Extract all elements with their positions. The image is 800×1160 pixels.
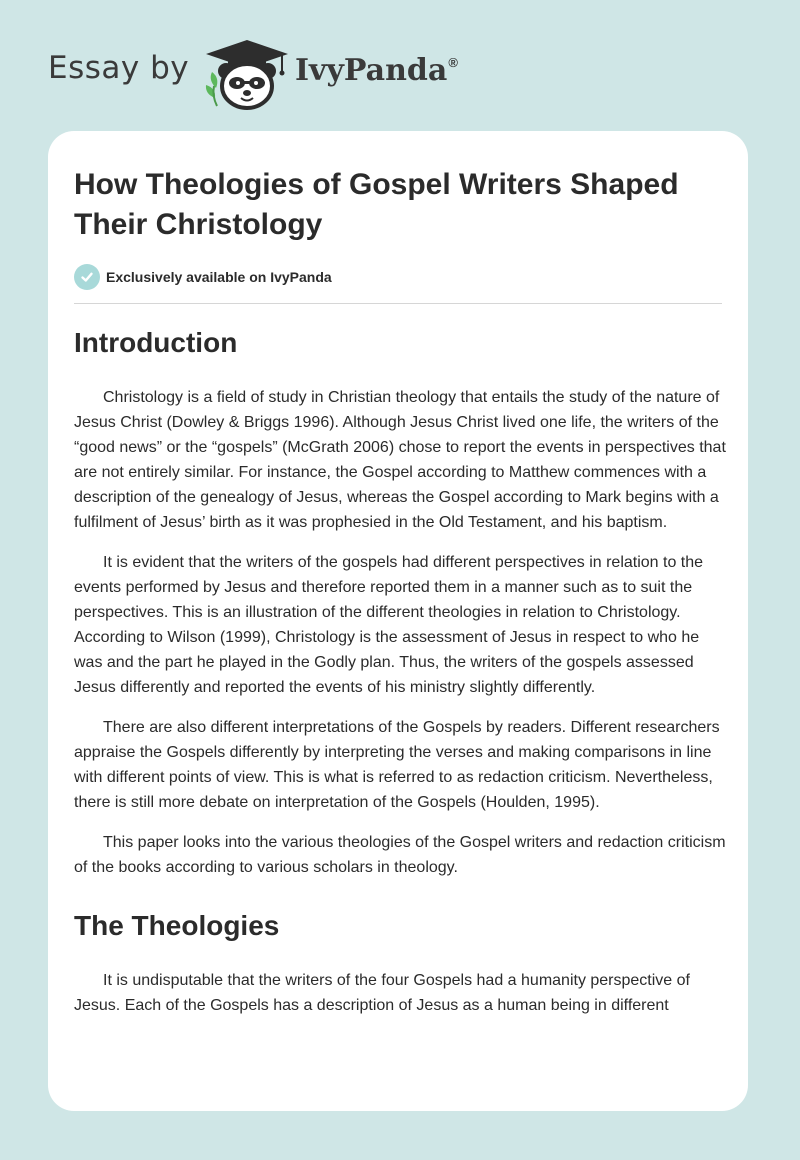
- ivypanda-brand-name: [295, 53, 458, 88]
- site-header: [0, 0, 800, 120]
- essay-card: [48, 131, 748, 1111]
- brand-text: IvyPanda: [295, 53, 448, 88]
- paragraph: It is undisputable that the writers of the four Gospels had a humanity perspective of Jesus. Each of the Gospels has a description of Jesus as a human being in different: [74, 972, 690, 1014]
- paragraph: This paper looks into the various theologies of the Gospel writers and redaction criticism of the books according to various scholars in theology.: [74, 834, 726, 876]
- paragraph: It is evident that the writers of the gospels had different perspectives in relation to the events performed by Jesus and therefore reported them in a manner such as to suit the perspectives. This is an illustration of the different theologies in relation to Christology. According to Wilson (1999), Christology is the assessment of Jesus in respect to who he was and the part he played in the Godly plan. Thus, the writers of the gospels assessed Jesus differently and reported the events of his ministry slightly differently.: [74, 554, 704, 696]
- check-icon: [74, 264, 100, 290]
- exclusive-badge: [74, 263, 332, 291]
- section-heading-introduction: Introduction: [74, 327, 238, 358]
- paragraph: There are also different interpretations of the Gospels by readers. Different researchers appraise the Gospels differently by interpreting the verses and making comparisons in line with different points of view. This is what is referred to as redaction criticism. Nevertheless, there is still more debate on interpretation of the Gospels (Houlden, 1995).: [74, 719, 720, 811]
- essay-body: [74, 321, 726, 1033]
- divider: [74, 303, 722, 304]
- paragraph: Christology is a field of study in Christian theology that entails the study of the nature of Jesus Christ (Dowley & Briggs 1996). Although Jesus Christ lived one life, the writers of the “good news” or the “gospels” (McGrath 2006) chose to report the events in perspectives that are not entirely similar. For instance, the Gospel according to Matthew commences with a description of the genealogy of Jesus, whereas the Gospel according to Mark begins with a fulfilment of Jesus’ birth as it was prophesied in the Old Testament, and his baptism.: [74, 389, 726, 531]
- section-heading-theologies: The Theologies: [74, 910, 280, 941]
- exclusive-badge-label: Exclusively available on IvyPanda: [106, 269, 332, 285]
- panda-graduate-logo-icon: [202, 38, 292, 110]
- essay-by-label: Essay by: [48, 50, 190, 86]
- essay-title: How Theologies of Gospel Writers Shaped Their Christology: [74, 168, 679, 241]
- registered-mark: ®: [448, 55, 458, 70]
